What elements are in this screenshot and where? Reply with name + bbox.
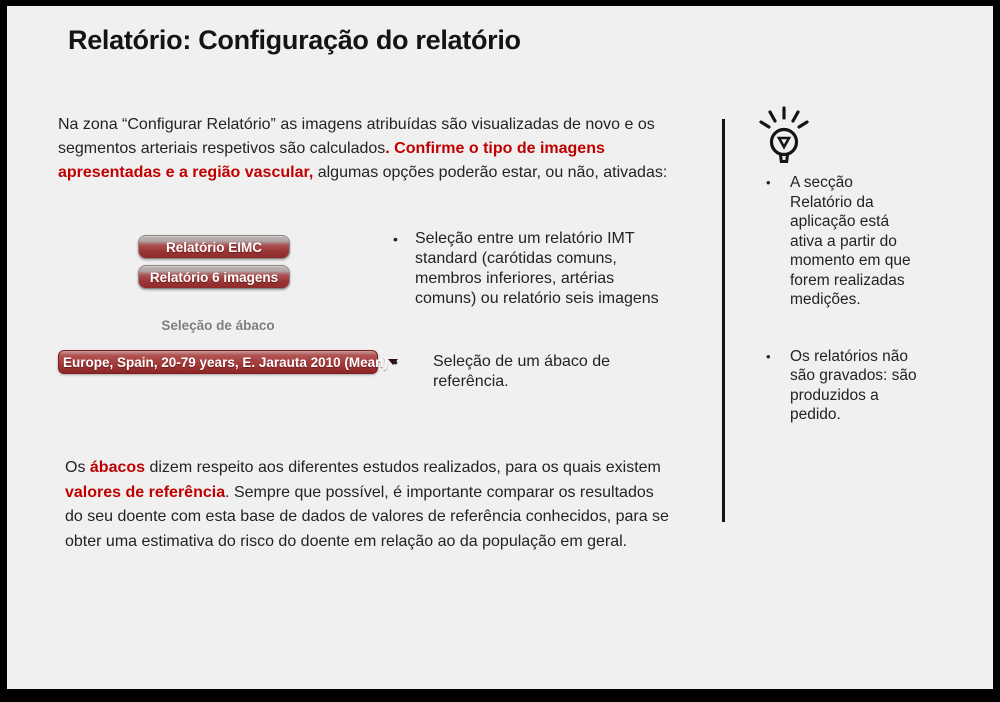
intro-paragraph bbox=[58, 113, 680, 185]
abacus-text-2: dizem respeito aos diferentes estudos realizados, para os quais existem bbox=[145, 459, 661, 476]
list-item: • Seleção de um ábaco de referência. bbox=[391, 352, 661, 392]
abacus-highlight-2: valores de referência bbox=[65, 483, 226, 501]
abacus-text-1: Os bbox=[65, 459, 90, 476]
abacus-dropdown[interactable] bbox=[58, 350, 388, 374]
lightbulb-icon bbox=[756, 105, 812, 175]
intro-highlight: . Confirme o tipo de imagens apresentadas e a região vascular, bbox=[58, 140, 605, 181]
slide-canvas bbox=[7, 6, 993, 689]
report-buttons-group bbox=[138, 235, 290, 295]
list-item: • Os relatórios não são gravados: são produzidos a pedido. bbox=[759, 347, 919, 425]
options-bullet-list bbox=[391, 229, 676, 392]
abacus-dropdown-value: Europe, Spain, 20-79 years, E. Jarauta 2010 (Mean) bbox=[63, 354, 388, 370]
abacus-highlight-1: ábacos bbox=[89, 459, 146, 476]
abacus-paragraph bbox=[65, 456, 675, 554]
abacus-selector-label: Seleção de ábaco bbox=[161, 318, 275, 333]
report-6-images-button[interactable]: Relatório 6 imagens bbox=[138, 265, 290, 289]
list-item: • A secção Relatório da aplicação está ativa a partir do momento em que forem realizadas medições. bbox=[759, 173, 919, 310]
tips-bullet-list bbox=[759, 173, 929, 425]
page-title: Relatório: Configuração do relatório bbox=[68, 25, 521, 55]
abacus-text-3: . Sempre que possível, é importante comparar os resultados do seu doente com esta base de dados de valores de referência conhecidos, para se obter uma estimativa do risco do doente em relação ao da população em geral. bbox=[65, 483, 669, 550]
report-eimc-button[interactable]: Relatório EIMC bbox=[138, 235, 290, 259]
list-item: • Seleção entre um relatório IMT standard (carótidas comuns, membros inferiores, artérias comuns) ou relatório seis imagens bbox=[391, 229, 661, 309]
intro-text-after: algumas opções poderão estar, ou não, ativadas: bbox=[313, 164, 668, 181]
tips-divider-line bbox=[722, 119, 725, 522]
intro-text: Na zona “Configurar Relatório” as imagens atribuídas são visualizadas de novo e os segmentos arteriais respetivos são calculados bbox=[58, 116, 655, 157]
